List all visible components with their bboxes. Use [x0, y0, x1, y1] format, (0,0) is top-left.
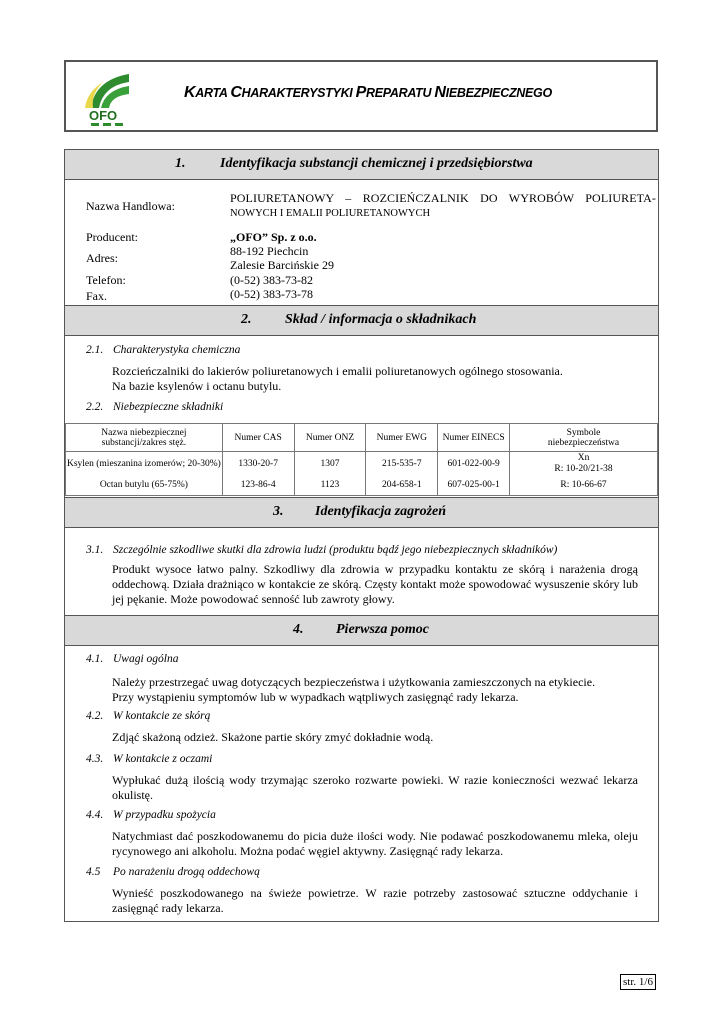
table-cell: R: 10-66-67 — [510, 475, 658, 496]
table-cell: 204-658-1 — [366, 475, 438, 496]
table-header-row — [66, 424, 658, 452]
trade-name-value-cont: NOWYCH I EMALII POLIURETANOWYCH — [230, 208, 431, 219]
section-number: 1. — [175, 156, 186, 171]
section-number: 3. — [273, 504, 284, 519]
skin-contact-text: Zdjąć skażoną odzież. Skażone partie skóry zmyć dokładnie wodą. — [112, 730, 434, 744]
subsection-4-1: 4.1. Uwagi ogólna — [86, 653, 179, 665]
section-1-header — [65, 149, 658, 180]
inhalation-text: Wynieść poszkodowanego na świeże powietrze. W razie potrzeby zastosować sztuczne oddychanie i zasięgnąć rady lekarza. — [112, 886, 638, 915]
table-cell: Xn R: 10-20/21-38 — [510, 452, 658, 476]
hazardous-components-table — [65, 423, 658, 496]
trade-name-label: Nazwa Handlowa: — [86, 199, 175, 213]
table-cell: 1123 — [294, 475, 366, 496]
subsection-4-3: 4.3. W kontakcie z oczami — [86, 753, 213, 765]
address-line-1: 88-192 Piechcin — [230, 244, 309, 258]
document-title — [184, 84, 552, 102]
table-row — [66, 452, 658, 476]
section-number: 2. — [241, 312, 252, 327]
title-part: PREPARATU — [355, 84, 435, 101]
general-remarks-text: Należy przestrzegać uwag dotyczących bezpieczeństwa i użytkowania zamieszczonych na etykiecie. Przy wystąpieniu symptomów lub w wypadkach wątpliwych zasięgnąć rady lekarza. — [112, 675, 596, 704]
subsection-4-2: 4.2. W kontakcie ze skórą — [86, 710, 211, 722]
table-cell: 607-025-00-1 — [438, 475, 510, 496]
table-cell: 215-535-7 — [366, 452, 438, 476]
subsection-4-5: 4.5 Po narażeniu drogą oddechową — [86, 866, 260, 878]
address-line-2: Zalesie Barcińskie 29 — [230, 258, 334, 272]
table-cell: Octan butylu (65-75%) — [66, 475, 223, 496]
phone-label: Telefon: — [86, 273, 126, 287]
svg-text:OFO: OFO — [89, 108, 118, 123]
column-header: Numer EWG — [366, 424, 438, 452]
trade-name-value: POLIURETANOWY – ROZCIEŃCZALNIK DO WYROBÓW POLIURETA- — [230, 191, 656, 205]
page-number: str. 1/6 — [620, 974, 656, 990]
subsection-2-1: 2.1. Charakterystyka chemiczna — [86, 344, 241, 356]
column-header: Symbole niebezpieczeństwa — [510, 424, 658, 452]
section-title: Skład / informacja o składnikach — [285, 312, 477, 327]
ofo-logo — [81, 68, 139, 128]
subsection-4-4: 4.4. W przypadku spożycia — [86, 809, 216, 821]
producer-value: „OFO” Sp. z o.o. — [230, 230, 317, 244]
fax-value: (0-52) 383-73-78 — [230, 287, 313, 301]
chemical-characteristics-text: Rozcieńczalniki do lakierów poliuretanowych i emalii poliuretanowych ogólnego stosowania. Na bazie ksylenów i octanu butylu. — [112, 364, 563, 393]
content-frame — [64, 149, 659, 922]
table-cell: 601-022-00-9 — [438, 452, 510, 476]
column-header: Nazwa niebezpiecznej substancji/zakres stęż. — [66, 424, 223, 452]
section-2-header — [65, 305, 658, 336]
address-label: Adres: — [86, 251, 118, 265]
column-header: Numer EINECS — [438, 424, 510, 452]
section-title: Identyfikacja zagrożeń — [315, 504, 447, 519]
section-number: 4. — [293, 622, 304, 637]
title-part: CHARAKTERYSTYKI — [230, 84, 356, 101]
fax-label: Fax. — [86, 289, 107, 303]
table-cell: Ksylen (mieszanina izomerów; 20-30%) — [66, 452, 223, 476]
table-cell: 1330-20-7 — [222, 452, 294, 476]
eye-contact-text: Wypłukać dużą ilością wody trzymając szeroko rozwarte powieki. W razie konieczności wezwać lekarza okulistę. — [112, 773, 638, 802]
subsection-3-1: 3.1. Szczególnie szkodliwe skutki dla zdrowia ludzi (produktu bądź jego niebezpiecznych składników) — [86, 544, 558, 556]
column-header: Numer ONZ — [294, 424, 366, 452]
column-header: Numer CAS — [222, 424, 294, 452]
section-4-header — [65, 615, 658, 646]
section-title: Identyfikacja substancji chemicznej i przedsiębiorstwa — [220, 156, 533, 171]
title-part: NIEBEZPIECZNEGO — [434, 84, 552, 101]
title-part: KARTA — [184, 84, 231, 101]
table-cell: 1307 — [294, 452, 366, 476]
table-cell: 123-86-4 — [222, 475, 294, 496]
section-3-header — [65, 497, 658, 528]
ingestion-text: Natychmiast dać poszkodowanemu do picia duże ilości wody. Nie podawać poszkodowanemu mleka, oleju rycynowego ani alkoholu. Można podać węgiel aktywny. Zasięgnąć rady lekarza. — [112, 829, 638, 858]
document-header — [64, 60, 658, 132]
table-row — [66, 475, 658, 496]
subsection-2-2: 2.2. Niebezpieczne składniki — [86, 401, 224, 413]
phone-value: (0-52) 383-73-82 — [230, 273, 313, 287]
section-title: Pierwsza pomoc — [336, 622, 429, 637]
hazards-text: Produkt wysoce łatwo palny. Szkodliwy dla zdrowia w przypadku kontaktu ze skórą i narażenia drogą oddechową. Działa drażniąco w kontakcie ze skórą. Częsty kontakt może spowodować wysuszenie skóry lub jej pękanie. Może powodować senność lub zawroty głowy. — [112, 562, 638, 606]
producer-label: Producent: — [86, 230, 138, 244]
